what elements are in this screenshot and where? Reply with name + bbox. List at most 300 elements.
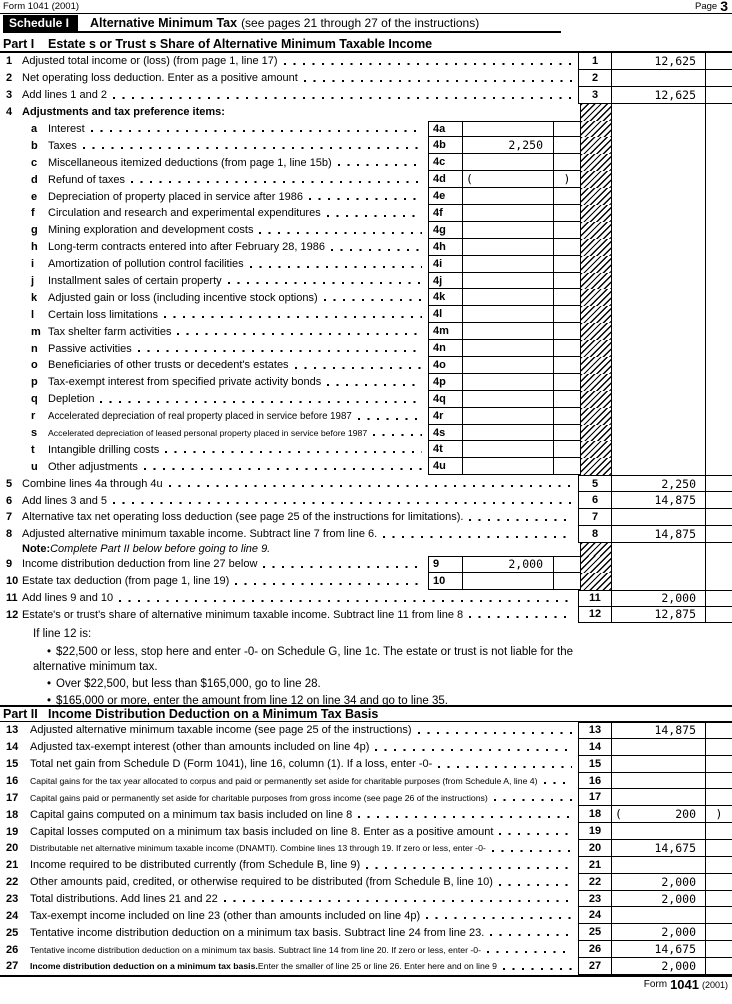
bullet-icon: • xyxy=(47,695,52,707)
amount-input-cell[interactable] xyxy=(612,924,706,940)
dot-leader xyxy=(228,282,422,284)
line-number: 2 xyxy=(6,72,13,85)
hatched-area xyxy=(580,374,612,391)
dot-leader xyxy=(324,299,422,301)
empty-amount-cell xyxy=(612,340,706,357)
form-row xyxy=(0,773,732,790)
line-label: Capital gains computed on a minimum tax basis included on line 8 xyxy=(30,808,353,821)
total-box-number: 5 xyxy=(579,476,612,491)
line-letter: p xyxy=(31,376,38,389)
amount-input-cell[interactable] xyxy=(612,476,706,491)
form-row xyxy=(0,492,732,509)
form-row xyxy=(0,722,732,739)
entry-box xyxy=(428,306,580,323)
total-box-number: 21 xyxy=(579,857,612,873)
total-box-number: 25 xyxy=(579,924,612,940)
total-box-number: 24 xyxy=(579,907,612,923)
close-paren: ) xyxy=(563,172,571,187)
cents-cell[interactable] xyxy=(706,789,732,805)
form-row xyxy=(0,205,732,222)
hatched-area xyxy=(580,543,612,556)
total-box xyxy=(578,857,732,874)
total-box-number: 13 xyxy=(579,723,612,738)
amount-value: 2,000 xyxy=(508,557,543,572)
amount-input-cell[interactable] xyxy=(612,492,706,508)
page-header xyxy=(0,0,732,14)
empty-amount-cell xyxy=(612,289,706,306)
cents-cell[interactable] xyxy=(554,239,580,255)
cents-cell[interactable] xyxy=(706,526,732,542)
cents-trail xyxy=(706,273,732,290)
amount-value: 12,625 xyxy=(654,53,696,68)
entry-box xyxy=(428,458,580,475)
hatched-area xyxy=(580,357,612,374)
amount-value: 14,875 xyxy=(654,723,696,738)
form-row xyxy=(0,509,732,526)
cents-cell[interactable] xyxy=(706,476,732,491)
form-row xyxy=(0,289,732,306)
entry-box-number: 4b xyxy=(429,137,463,153)
form-row xyxy=(0,121,732,138)
form-row xyxy=(0,756,732,773)
dot-leader xyxy=(304,80,572,82)
line-letter: g xyxy=(31,224,38,237)
line-label: Tax shelter farm activities xyxy=(48,325,172,338)
entry-box-number: 4c xyxy=(429,154,463,170)
entry-box xyxy=(428,441,580,458)
amount-input-cell[interactable] xyxy=(463,425,554,441)
empty-amount-cell xyxy=(612,357,706,374)
cents-cell[interactable] xyxy=(554,408,580,424)
dot-leader xyxy=(373,434,422,436)
amount-input-cell[interactable] xyxy=(463,289,554,305)
dot-leader xyxy=(426,917,572,919)
empty-amount-cell xyxy=(612,104,706,121)
amount-input-cell[interactable] xyxy=(612,526,706,542)
cents-cell[interactable] xyxy=(554,137,580,153)
amount-input-cell[interactable] xyxy=(463,323,554,339)
right-strip xyxy=(580,239,732,256)
dot-leader xyxy=(100,401,422,403)
cents-cell[interactable] xyxy=(706,53,732,69)
dot-leader xyxy=(544,782,572,784)
form-row xyxy=(0,137,732,154)
total-box-number: 15 xyxy=(579,756,612,772)
cents-cell[interactable] xyxy=(554,340,580,356)
open-paren: ( xyxy=(466,172,473,187)
cents-cell[interactable] xyxy=(554,573,580,589)
dot-leader xyxy=(383,536,572,538)
cents-cell[interactable] xyxy=(706,723,732,738)
empty-amount-cell xyxy=(612,441,706,458)
empty-amount-cell xyxy=(612,425,706,442)
total-box-number: 7 xyxy=(579,509,612,525)
total-box xyxy=(578,823,732,840)
amount-input-cell[interactable] xyxy=(612,789,706,805)
amount-input-cell[interactable] xyxy=(612,773,706,789)
dot-leader xyxy=(327,384,422,386)
line-label: Adjusted gain or loss (including incentive stock options) xyxy=(48,291,318,304)
entry-box xyxy=(428,391,580,408)
cents-trail xyxy=(706,239,732,256)
line-label: Other adjustments xyxy=(48,460,138,473)
amount-input-cell[interactable] xyxy=(463,154,554,170)
total-box xyxy=(578,53,732,70)
right-strip xyxy=(580,340,732,357)
cents-cell[interactable] xyxy=(706,907,732,923)
line-label: Alternative tax net operating loss deduction (see page 25 of the instructions for limitations). xyxy=(22,511,464,524)
cents-trail xyxy=(706,357,732,374)
schedule-subtitle: (see pages 21 through 27 of the instructions) xyxy=(241,16,480,30)
total-box xyxy=(578,475,732,492)
empty-amount-cell xyxy=(612,323,706,340)
amount-input-cell[interactable] xyxy=(612,891,706,907)
line-label: Estate tax deduction (from page 1, line 19) xyxy=(22,575,230,588)
amount-input-cell[interactable] xyxy=(463,391,554,407)
amount-input-cell[interactable] xyxy=(612,823,706,839)
amount-input-cell[interactable] xyxy=(612,591,706,606)
amount-input-cell[interactable] xyxy=(612,756,706,772)
cents-cell[interactable] xyxy=(706,941,732,957)
cents-cell[interactable] xyxy=(706,823,732,839)
cents-cell[interactable] xyxy=(554,306,580,322)
total-box-number: 11 xyxy=(579,591,612,606)
cents-cell[interactable] xyxy=(706,87,732,103)
line-letter: a xyxy=(31,123,38,135)
cents-cell[interactable] xyxy=(554,425,580,441)
dot-leader xyxy=(224,900,572,902)
line-label: Tax-exempt income included on line 23 (other than amounts included on line 4p) xyxy=(30,909,421,922)
cents-cell[interactable] xyxy=(706,492,732,508)
line-12-instructions xyxy=(0,624,600,709)
line-number: 25 xyxy=(6,926,19,939)
amount-input-cell[interactable] xyxy=(612,857,706,873)
dot-leader xyxy=(144,468,422,470)
dot-leader xyxy=(469,616,572,618)
total-box xyxy=(578,891,732,908)
dot-leader xyxy=(487,951,572,953)
total-box xyxy=(578,607,732,624)
total-box xyxy=(578,526,732,543)
form-row xyxy=(0,840,732,857)
empty-amount-cell xyxy=(612,374,706,391)
form-row xyxy=(0,573,732,590)
if-line-12-text: If line 12 is: xyxy=(33,627,92,640)
dot-leader xyxy=(358,418,422,420)
right-strip xyxy=(580,256,732,273)
form-row xyxy=(0,823,732,840)
amount-value: 200 xyxy=(675,807,696,822)
amount-input-cell[interactable] xyxy=(612,607,706,623)
amount-input-cell[interactable] xyxy=(463,357,554,373)
close-paren: ) xyxy=(715,807,723,822)
schedule-title: Alternative Minimum Tax xyxy=(90,16,238,30)
footer-form-number: 1041 xyxy=(670,977,699,992)
cents-cell[interactable] xyxy=(706,924,732,940)
form-row xyxy=(0,374,732,391)
line-label: Tentative income distribution deduction on a minimum tax basis. Subtract line 24 from line 23. xyxy=(30,926,485,939)
cents-trail xyxy=(706,306,732,323)
footer-form-label: Form xyxy=(643,979,668,990)
cents-cell[interactable] xyxy=(554,222,580,238)
amount-input-cell[interactable] xyxy=(612,941,706,957)
hatched-area xyxy=(580,188,612,205)
cents-cell[interactable] xyxy=(554,458,580,474)
form-row xyxy=(0,188,732,205)
right-strip xyxy=(580,408,732,425)
entry-box-number: 4h xyxy=(429,239,463,255)
dot-leader xyxy=(499,884,572,886)
amount-input-cell[interactable] xyxy=(463,557,554,572)
amount-value: 2,000 xyxy=(661,891,696,906)
amount-input-cell[interactable] xyxy=(612,874,706,890)
right-strip xyxy=(580,441,732,458)
amount-input-cell[interactable] xyxy=(612,53,706,69)
line-label: Net operating loss deduction. Enter as a positive amount xyxy=(22,72,298,85)
amount-input-cell[interactable] xyxy=(612,70,706,86)
form-row xyxy=(0,543,732,556)
cents-cell[interactable] xyxy=(706,958,732,974)
cents-cell[interactable] xyxy=(554,357,580,373)
line-letter: o xyxy=(31,359,38,372)
dot-leader xyxy=(490,934,572,936)
hatched-area xyxy=(580,121,612,138)
cents-cell[interactable] xyxy=(554,122,580,137)
line-label: Combine lines 4a through 4u xyxy=(22,477,163,490)
line-label: Long-term contracts entered into after February 28, 1986 xyxy=(48,241,325,254)
footer-form-year: (2001) xyxy=(701,980,728,990)
hatched-area xyxy=(580,205,612,222)
form-row xyxy=(0,70,732,87)
amount-input-cell[interactable] xyxy=(612,907,706,923)
total-box xyxy=(578,739,732,756)
cents-trail xyxy=(706,137,732,154)
cents-cell[interactable] xyxy=(706,607,732,623)
page-footer xyxy=(644,979,728,990)
part1-rows xyxy=(0,53,732,623)
entry-box xyxy=(428,357,580,374)
total-box-number: 20 xyxy=(579,840,612,856)
cents-cell[interactable] xyxy=(554,441,580,457)
entry-box-number: 4a xyxy=(429,122,463,137)
line-label-bold: Income distribution deduction on a minimum tax basis. xyxy=(30,961,258,972)
amount-value: 2,250 xyxy=(508,138,543,153)
amount-input-cell[interactable] xyxy=(463,205,554,221)
cents-cell[interactable] xyxy=(706,70,732,86)
right-strip xyxy=(580,188,732,205)
footer-rule xyxy=(0,975,732,977)
empty-amount-cell xyxy=(612,543,706,556)
cents-cell[interactable] xyxy=(706,773,732,789)
total-box xyxy=(578,806,732,823)
line-number: 17 xyxy=(6,791,19,804)
dot-leader xyxy=(494,799,572,801)
form-row xyxy=(0,526,732,543)
amount-input-cell[interactable] xyxy=(463,122,554,137)
hatched-area xyxy=(580,273,612,290)
dot-leader xyxy=(113,502,572,504)
line-label: Add lines 9 and 10 xyxy=(22,592,114,605)
total-box xyxy=(578,907,732,924)
dot-leader xyxy=(113,97,572,99)
amount-input-cell[interactable] xyxy=(612,958,706,974)
cents-trail xyxy=(706,408,732,425)
cents-cell[interactable] xyxy=(554,205,580,221)
total-box xyxy=(578,840,732,857)
dot-leader xyxy=(138,350,422,352)
total-box xyxy=(578,722,732,739)
line-label: Installment sales of certain property xyxy=(48,275,222,288)
amount-input-cell[interactable] xyxy=(612,723,706,738)
total-box xyxy=(578,756,732,773)
cents-trail xyxy=(706,104,732,121)
entry-box xyxy=(428,222,580,239)
amount-input-cell[interactable] xyxy=(612,509,706,525)
amount-value: 14,675 xyxy=(654,942,696,957)
cents-cell[interactable] xyxy=(554,374,580,390)
form-row xyxy=(0,53,732,70)
amount-value: 2,000 xyxy=(661,591,696,606)
part2-header xyxy=(0,705,732,722)
dot-leader xyxy=(83,147,422,149)
dot-leader xyxy=(276,549,574,551)
cents-trail xyxy=(706,425,732,442)
total-box-number: 18 xyxy=(579,806,612,822)
amount-input-cell[interactable] xyxy=(463,340,554,356)
empty-amount-cell xyxy=(612,239,706,256)
amount-input-cell[interactable] xyxy=(463,408,554,424)
dot-leader xyxy=(338,164,422,166)
amount-input-cell[interactable] xyxy=(463,374,554,390)
line-letter: m xyxy=(31,325,41,338)
total-box xyxy=(578,87,732,104)
form-row xyxy=(0,154,732,171)
amount-input-cell[interactable] xyxy=(612,840,706,856)
amount-input-cell[interactable] xyxy=(463,239,554,255)
amount-input-cell[interactable] xyxy=(463,137,554,153)
cents-cell[interactable] xyxy=(554,171,580,187)
cents-cell[interactable] xyxy=(554,391,580,407)
amount-input-cell[interactable] xyxy=(612,806,706,822)
hatched-area xyxy=(580,340,612,357)
amount-input-cell[interactable] xyxy=(612,739,706,755)
total-box xyxy=(578,924,732,941)
amount-input-cell[interactable] xyxy=(463,222,554,238)
amount-input-cell[interactable] xyxy=(463,441,554,457)
cents-cell[interactable] xyxy=(554,256,580,272)
dot-leader xyxy=(358,816,572,818)
dot-leader xyxy=(169,485,572,487)
hatched-area xyxy=(580,289,612,306)
cents-cell[interactable] xyxy=(554,323,580,339)
amount-value: 2,000 xyxy=(661,925,696,940)
amount-input-cell[interactable] xyxy=(463,256,554,272)
line-label: Income distribution deduction from line 27 below xyxy=(22,558,258,571)
cents-cell[interactable] xyxy=(554,273,580,289)
amount-input-cell[interactable] xyxy=(463,273,554,289)
amount-input-cell[interactable] xyxy=(463,573,554,589)
dot-leader xyxy=(164,316,422,318)
amount-value: 14,875 xyxy=(654,493,696,508)
line-label: Interest xyxy=(48,123,85,135)
form-row xyxy=(0,222,732,239)
cents-cell[interactable] xyxy=(706,591,732,606)
form-row xyxy=(0,441,732,458)
cents-cell[interactable] xyxy=(554,188,580,204)
entry-box-number: 9 xyxy=(429,557,463,572)
hatched-area xyxy=(580,391,612,408)
entry-box xyxy=(428,425,580,442)
form-row xyxy=(0,924,732,941)
hatched-area xyxy=(580,171,612,188)
open-paren: ( xyxy=(615,807,622,822)
cents-trail xyxy=(706,323,732,340)
total-box-number: 23 xyxy=(579,891,612,907)
line-label: Intangible drilling costs xyxy=(48,443,160,456)
entry-box-number: 4n xyxy=(429,340,463,356)
amount-input-cell[interactable] xyxy=(463,188,554,204)
line-label: Capital gains for the tax year allocated to corpus and paid or permanently set aside for charitable purposes (from Schedule A, line 4) xyxy=(30,776,538,786)
entry-box-number: 4k xyxy=(429,289,463,305)
amount-input-cell[interactable] xyxy=(463,171,554,187)
cents-cell[interactable] xyxy=(706,857,732,873)
amount-input-cell[interactable] xyxy=(612,87,706,103)
right-strip xyxy=(580,171,732,188)
form-row xyxy=(0,171,732,188)
line-number: 3 xyxy=(6,89,13,102)
cents-cell[interactable] xyxy=(706,806,732,822)
right-strip xyxy=(580,425,732,442)
page-indicator xyxy=(695,0,728,12)
line-label: Tentative income distribution deduction on a minimum tax basis. Subtract line 14 from line 20. If zero or less, enter -0- xyxy=(30,944,481,955)
cents-cell[interactable] xyxy=(554,557,580,572)
line-label: Beneficiaries of other trusts or decedent's estates xyxy=(48,359,289,372)
cents-cell[interactable] xyxy=(706,874,732,890)
line-label: Depreciation of property placed in service after 1986 xyxy=(48,190,303,203)
entry-box-number: 4p xyxy=(429,374,463,390)
line-label: Estate's or trust's share of alternative minimum taxable income. Subtract line 11 from line 8 xyxy=(22,608,464,621)
line-number: 24 xyxy=(6,909,19,922)
amount-input-cell[interactable] xyxy=(463,306,554,322)
right-strip xyxy=(580,205,732,222)
cents-cell[interactable] xyxy=(706,891,732,907)
line-letter: d xyxy=(31,173,38,186)
cents-cell[interactable] xyxy=(706,840,732,856)
line-label: Certain loss limitations xyxy=(48,308,159,321)
line-label: Accelerated depreciation of real property placed in service before 1987 xyxy=(48,410,352,422)
entry-box-number: 4r xyxy=(429,408,463,424)
dot-leader xyxy=(503,968,572,970)
part1-title: Estate s or Trust s Share of Alternative Minimum Taxable Income xyxy=(48,36,433,51)
cents-cell[interactable] xyxy=(554,289,580,305)
line-number: 21 xyxy=(6,859,19,872)
empty-amount-cell xyxy=(612,573,706,590)
dot-leader xyxy=(469,519,572,521)
bullet-text: $22,500 or less, stop here and enter -0- on Schedule G, line 1c. The estate or trust is not liable for the alternative minimum tax. xyxy=(33,646,573,673)
line-label: Distributable net alternative minimum taxable income (DNAMTI). Combine lines 13 through 19. If zero or less, enter -0- xyxy=(30,843,486,854)
empty-amount-cell xyxy=(612,171,706,188)
cents-cell[interactable] xyxy=(706,509,732,525)
cents-cell[interactable] xyxy=(706,756,732,772)
line-number: 6 xyxy=(6,494,13,507)
cents-cell[interactable] xyxy=(706,739,732,755)
form-row xyxy=(0,789,732,806)
amount-input-cell[interactable] xyxy=(463,458,554,474)
cents-cell[interactable] xyxy=(554,154,580,170)
dot-leader xyxy=(499,833,572,835)
line-letter: l xyxy=(31,308,35,321)
entry-box-number: 4i xyxy=(429,256,463,272)
